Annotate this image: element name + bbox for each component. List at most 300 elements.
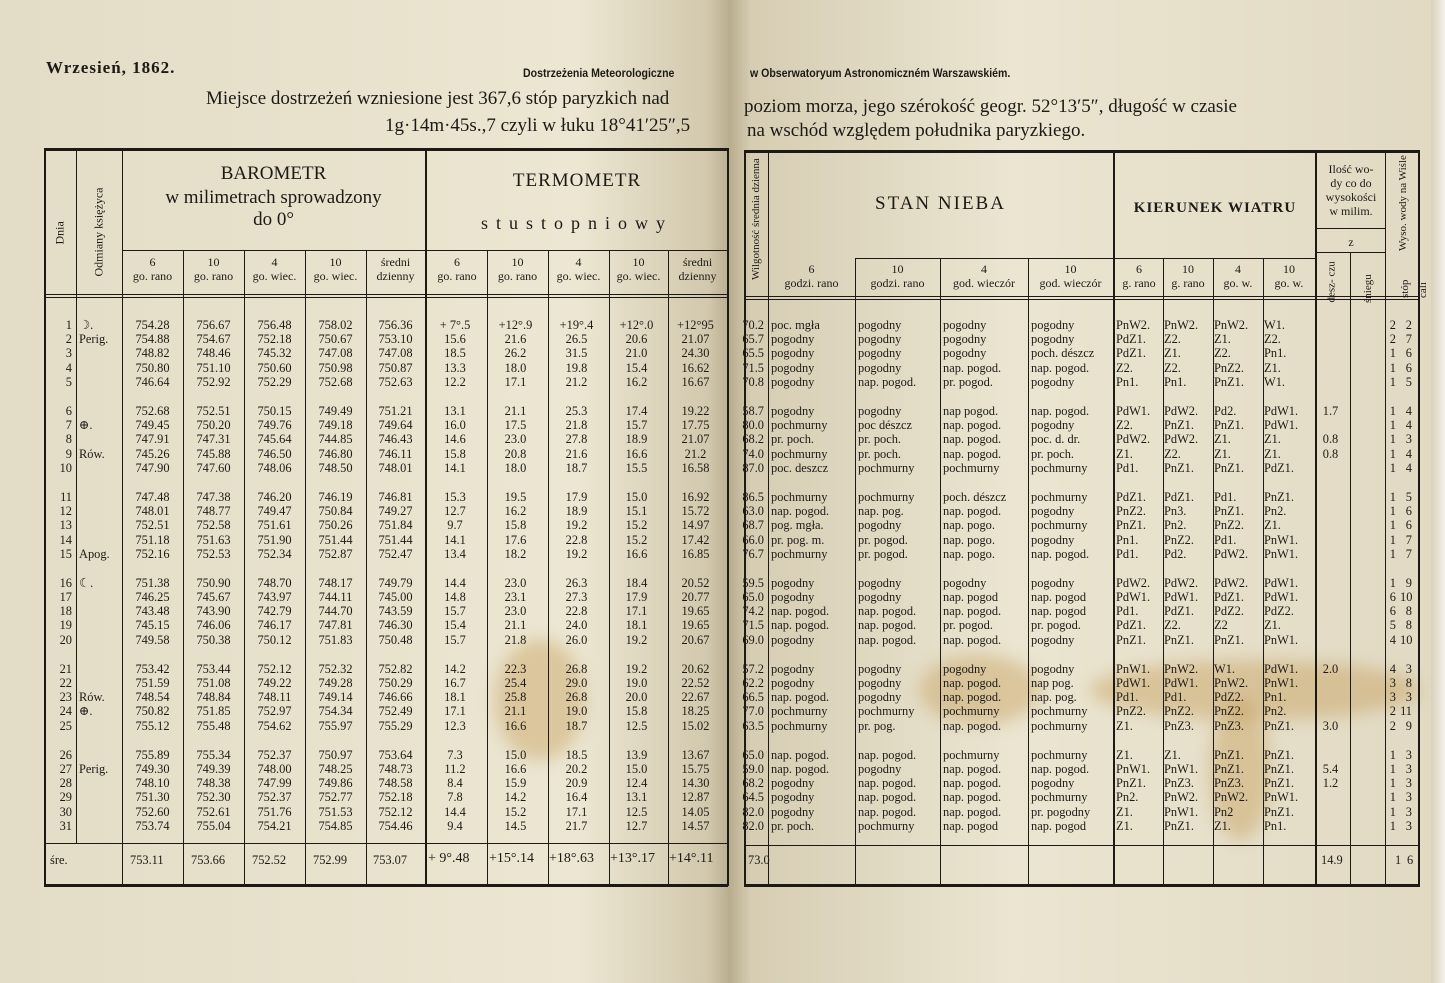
sky-state: pochmurny xyxy=(1031,518,1088,533)
spacer-cell xyxy=(1261,561,1313,576)
spacer-cell xyxy=(855,733,940,748)
moon-phase xyxy=(76,404,122,418)
sky-state: pogodny xyxy=(1031,374,1075,389)
temperature-value: 12.4 xyxy=(625,776,648,791)
river-feet: 1 xyxy=(1389,546,1396,561)
left-data-table xyxy=(46,318,725,833)
moon-phase xyxy=(76,604,122,618)
table-row xyxy=(740,418,1416,432)
barometer-value: 750.12 xyxy=(257,632,292,647)
temperature-value: 9.7 xyxy=(447,518,463,533)
humidity-value: 66.0 xyxy=(742,532,764,547)
barometer-value: 750.97 xyxy=(318,747,353,762)
wind-direction: PnZ1. xyxy=(1164,460,1194,475)
temperature-value: 21.1 xyxy=(504,618,527,633)
barometer-value: 748.58 xyxy=(378,776,413,791)
group-spacer xyxy=(46,561,725,576)
barometr-period: dzienny xyxy=(376,269,415,283)
table-row xyxy=(740,490,1416,504)
day-number: 10 xyxy=(59,460,72,475)
spacer-cell xyxy=(305,561,366,576)
temperature-value: 18.2 xyxy=(504,546,527,561)
sky-state: nap. pogod. xyxy=(943,804,1002,819)
sniegu-label: śniegu xyxy=(1362,274,1374,303)
sky-state: pr. pog. m. xyxy=(771,532,825,547)
spacer-cell xyxy=(768,733,855,748)
barometer-value: 747.48 xyxy=(135,489,170,504)
temperature-value: 16.58 xyxy=(681,460,710,475)
table-row xyxy=(46,762,725,776)
wind-direction: Pn2. xyxy=(1264,504,1287,519)
temperature-value: 14.05 xyxy=(681,804,710,819)
wind-direction: Pn2. xyxy=(1116,790,1139,805)
day-number: 5 xyxy=(65,374,72,389)
river-feet: 1 xyxy=(1389,575,1396,590)
wind-direction: Z2. xyxy=(1264,332,1281,347)
wind-direction: Pn3. xyxy=(1164,504,1187,519)
barometer-value: 752.97 xyxy=(257,704,292,719)
temperature-value: 20.52 xyxy=(681,575,710,590)
day-number: 6 xyxy=(65,404,72,419)
humidity-value: 68.2 xyxy=(742,432,764,447)
day-number: 9 xyxy=(65,446,72,461)
stan-nieba-hour: 10 xyxy=(891,262,904,276)
barometer-value: 749.49 xyxy=(318,404,353,419)
table-row xyxy=(46,404,725,418)
temperature-value: 20.2 xyxy=(565,761,588,776)
temperature-value: 16.85 xyxy=(681,546,710,561)
temperature-value: 22.8 xyxy=(565,532,588,547)
spacer-cell xyxy=(768,561,855,576)
barometer-value: 751.44 xyxy=(378,532,413,547)
spacer-cell xyxy=(485,647,546,662)
river-feet: 1 xyxy=(1389,432,1396,447)
rain-value xyxy=(1313,790,1348,804)
wind-direction: Pn1. xyxy=(1264,818,1287,833)
barometer-value: 748.11 xyxy=(257,690,292,705)
rain-value xyxy=(1313,704,1348,718)
wind-direction: PdW2. xyxy=(1214,575,1249,590)
location-line-1-right: poziom morza, jego szérokość geogr. 52°13′5″, długość w czasie xyxy=(744,96,1237,117)
snow-value xyxy=(1348,404,1383,418)
barometer-value: 749.76 xyxy=(257,418,292,433)
snow-value xyxy=(1348,604,1383,618)
day-number: 25 xyxy=(59,718,72,733)
cali-label: cali xyxy=(1417,282,1429,298)
river-feet: 1 xyxy=(1389,418,1396,433)
barometer-value: 752.30 xyxy=(196,790,231,805)
spacer-cell xyxy=(425,389,485,404)
temperature-value: 16.67 xyxy=(681,374,710,389)
sky-state: pogodny xyxy=(771,632,815,647)
table-row xyxy=(740,504,1416,518)
temperature-value: 15.7 xyxy=(444,604,466,619)
temperature-value: 11.2 xyxy=(444,761,466,776)
spacer-cell xyxy=(1348,389,1383,404)
table-row xyxy=(46,604,725,618)
humidity-value: 82.0 xyxy=(742,818,764,833)
temperature-value: 15.6 xyxy=(444,332,466,347)
sky-state: nap. pogo. xyxy=(943,518,995,533)
temperature-value: 21.1 xyxy=(504,704,527,719)
snow-value xyxy=(1348,676,1383,690)
moon-phase xyxy=(76,719,122,733)
temperature-value: 14.5 xyxy=(504,818,527,833)
temperature-value: 18.5 xyxy=(444,346,466,361)
wind-direction: PnW2. xyxy=(1164,790,1199,805)
barometer-value: 749.45 xyxy=(135,418,170,433)
wind-direction: PdW1. xyxy=(1264,661,1299,676)
moon-phase xyxy=(76,804,122,818)
temperature-value: 15.0 xyxy=(625,489,648,504)
barometer-value: 752.16 xyxy=(135,546,170,561)
temperature-value: 22.67 xyxy=(681,690,710,705)
sky-state: pochmurny xyxy=(943,704,1000,719)
temperature-value: 26.3 xyxy=(565,575,588,590)
river-feet: 2 xyxy=(1389,718,1396,733)
spacer-cell xyxy=(1161,733,1211,748)
spacer-cell xyxy=(1113,561,1161,576)
temperature-value: 18.0 xyxy=(504,360,527,375)
barometer-value: 745.15 xyxy=(135,618,170,633)
spacer-cell xyxy=(607,733,666,748)
temperature-value: 15.0 xyxy=(504,747,527,762)
barometer-value: 751.76 xyxy=(257,804,292,819)
barometer-value: 745.00 xyxy=(378,590,413,605)
kierunek-period: g. rano xyxy=(1122,276,1156,290)
barometer-value: 749.58 xyxy=(135,632,170,647)
sky-state: pogodny xyxy=(858,761,902,776)
river-inches: 6 xyxy=(1405,346,1412,361)
barometer-value: 752.82 xyxy=(378,661,413,676)
spacer-cell xyxy=(1383,733,1400,748)
temperature-value: 15.0 xyxy=(625,761,648,776)
wind-direction: Z2. xyxy=(1164,618,1181,633)
barometer-value: 750.80 xyxy=(135,360,170,375)
rain-value xyxy=(1313,590,1348,604)
barometer-value: 752.61 xyxy=(196,804,231,819)
temperature-value: 17.9 xyxy=(565,489,588,504)
wind-direction: PdW2. xyxy=(1116,432,1151,447)
sky-state: pogodny xyxy=(1031,332,1075,347)
table-row xyxy=(740,662,1416,676)
temperature-value: 20.0 xyxy=(625,690,648,705)
sky-state: nap. pogod. xyxy=(771,504,830,519)
wind-direction: PnZ3. xyxy=(1214,718,1244,733)
sky-state: pogodny xyxy=(858,360,902,375)
temperature-value: 18.25 xyxy=(681,704,710,719)
barometer-value: 746.64 xyxy=(135,374,170,389)
termometr-title: TERMOMETR xyxy=(512,170,642,191)
spacer-cell xyxy=(1211,389,1261,404)
spacer-cell xyxy=(546,475,607,490)
rain-value: 1.7 xyxy=(1322,404,1339,419)
wind-direction: PnW2. xyxy=(1164,318,1199,333)
day-number: 28 xyxy=(59,776,72,791)
river-inches: 3 xyxy=(1405,804,1412,819)
spacer-cell xyxy=(1161,647,1211,662)
wind-direction: PdW2. xyxy=(1214,546,1249,561)
barometer-value: 758.02 xyxy=(318,318,353,333)
temperature-value: 15.4 xyxy=(444,618,466,633)
barometer-value: 753.74 xyxy=(135,818,170,833)
barometer-value: 746.81 xyxy=(378,489,413,504)
table-row xyxy=(740,762,1416,776)
barometer-value: 743.97 xyxy=(257,590,292,605)
day-number: 16 xyxy=(59,575,72,590)
day-number: 4 xyxy=(65,360,72,375)
sky-state: pogodny xyxy=(943,346,987,361)
table-row xyxy=(740,790,1416,804)
spacer-cell xyxy=(855,389,940,404)
temperature-value: 26.8 xyxy=(565,690,588,705)
column-header-rule xyxy=(855,258,1315,259)
sky-state: pogodny xyxy=(1031,504,1075,519)
wind-direction: PnZ2. xyxy=(1214,704,1244,719)
barometr-hour: średni xyxy=(380,255,411,269)
spacer-cell xyxy=(46,561,76,576)
temperature-value: 14.8 xyxy=(444,590,466,605)
summary-b10: 753.66 xyxy=(191,853,226,867)
sky-state: pogodny xyxy=(943,332,987,347)
wind-direction: PnZ1. xyxy=(1214,747,1244,762)
table-row xyxy=(46,518,725,532)
wind-direction: Z1. xyxy=(1214,818,1231,833)
moon-phase: Rów. xyxy=(79,690,105,705)
temperature-value: 12.87 xyxy=(681,790,710,805)
sky-state: nap. pogod. xyxy=(1031,761,1090,776)
barometer-value: 746.30 xyxy=(378,618,413,633)
barometer-value: 748.01 xyxy=(378,460,413,475)
wind-direction: PnZ1. xyxy=(1264,776,1294,791)
spacer-cell xyxy=(425,561,485,576)
barometer-value: 752.37 xyxy=(257,747,292,762)
barometer-value: 750.84 xyxy=(318,504,353,519)
temperature-value: 9.4 xyxy=(447,818,463,833)
temperature-value: 13.9 xyxy=(625,747,648,762)
river-feet: 1 xyxy=(1389,790,1396,805)
snow-value xyxy=(1348,447,1383,461)
barometer-value: 751.21 xyxy=(378,404,413,419)
wind-direction: PdW2. xyxy=(1116,575,1151,590)
table-row xyxy=(46,790,725,804)
temperature-value: 29.0 xyxy=(565,676,588,691)
spacer-cell xyxy=(666,647,725,662)
wind-direction: Pn1. xyxy=(1116,532,1139,547)
summary-t10: +15°.14 xyxy=(489,851,534,866)
temperature-value: 20.8 xyxy=(504,446,527,461)
sky-state: nap pogod. xyxy=(943,404,999,419)
ilosc-label-4: w milim. xyxy=(1329,204,1373,218)
snow-value xyxy=(1348,762,1383,776)
day-number: 20 xyxy=(59,632,72,647)
moon-phase: Apog. xyxy=(79,546,110,561)
river-feet: 2 xyxy=(1389,318,1396,333)
stan-nieba-period: god. wieczór xyxy=(1039,276,1102,290)
wilgotnosc-label: Wilgotność średnia dzienna xyxy=(750,158,762,280)
sky-state: nap. pog. xyxy=(858,504,904,519)
barometer-value: 751.08 xyxy=(196,676,231,691)
temperature-value: 19.0 xyxy=(625,676,648,691)
table-row xyxy=(46,618,725,632)
sky-state: pr. poch. xyxy=(771,818,815,833)
table-row xyxy=(740,748,1416,762)
table-bottom-rule xyxy=(744,884,1420,887)
barometer-value: 752.12 xyxy=(257,661,292,676)
temperature-value: 21.07 xyxy=(681,332,710,347)
title-left: Dostrzeżenia Meteorologiczne xyxy=(523,66,675,80)
sky-state: poch. dészcz xyxy=(943,489,1007,504)
spacer-cell xyxy=(666,475,725,490)
spacer-cell xyxy=(607,561,666,576)
sky-state: pr. poch. xyxy=(771,432,815,447)
temperature-value: +12°.9 xyxy=(498,318,533,333)
sky-state: pogodny xyxy=(771,661,815,676)
temperature-value: 14.6 xyxy=(444,432,466,447)
day-number: 12 xyxy=(59,504,72,519)
spacer-cell xyxy=(46,733,76,748)
snow-value xyxy=(1348,490,1383,504)
sky-state: pogodny xyxy=(1031,632,1075,647)
humidity-value: 59.0 xyxy=(742,761,764,776)
temperature-value: 7.3 xyxy=(447,747,463,762)
humidity-value: 69.0 xyxy=(742,632,764,647)
sky-state: nap. pogod. xyxy=(858,747,917,762)
barometer-value: 749.18 xyxy=(318,418,353,433)
moon-phase xyxy=(76,532,122,546)
barometer-value: 748.25 xyxy=(318,761,353,776)
rain-value xyxy=(1313,418,1348,432)
spacer-cell xyxy=(607,475,666,490)
temperature-value: 16.2 xyxy=(625,374,648,389)
summary-t4: +18°.63 xyxy=(549,851,594,866)
sky-state: pogodny xyxy=(1031,776,1075,791)
wind-direction: PdW2. xyxy=(1164,404,1199,419)
barometer-value: 746.20 xyxy=(257,489,292,504)
river-inches: 3 xyxy=(1405,747,1412,762)
sky-state: pogodny xyxy=(771,676,815,691)
spacer-cell xyxy=(76,475,122,490)
rain-value xyxy=(1313,748,1348,762)
spacer-cell xyxy=(366,733,425,748)
temperature-value: 18.5 xyxy=(565,747,588,762)
day-number: 1 xyxy=(65,318,72,333)
wind-direction: PdZ1. xyxy=(1116,489,1146,504)
sky-state: pogodny xyxy=(1031,661,1075,676)
sky-state: pochmurny xyxy=(1031,790,1088,805)
sky-state: pochmurny xyxy=(858,704,915,719)
stan-nieba-title: STAN NIEBA xyxy=(875,193,1006,214)
temperature-value: 23.0 xyxy=(504,432,527,447)
barometer-value: 751.84 xyxy=(378,518,413,533)
spacer-cell xyxy=(546,647,607,662)
river-feet: 3 xyxy=(1389,690,1396,705)
sky-state: pogodny xyxy=(858,346,902,361)
temperature-value: 14.1 xyxy=(444,460,466,475)
sky-state: pogodny xyxy=(771,590,815,605)
river-inches: 7 xyxy=(1405,532,1412,547)
day-number: 22 xyxy=(59,676,72,691)
temperature-value: 12.7 xyxy=(444,504,466,519)
wind-direction: Pn2. xyxy=(1164,518,1187,533)
snow-value xyxy=(1348,819,1383,833)
sky-state: nap. pogod. xyxy=(1031,546,1090,561)
temperature-value: 19.5 xyxy=(504,489,527,504)
barometer-value: 752.87 xyxy=(318,546,353,561)
barometer-value: 747.81 xyxy=(318,618,353,633)
temperature-value: 14.1 xyxy=(444,532,466,547)
sky-state: pochmurny xyxy=(943,747,1000,762)
table-row xyxy=(740,618,1416,632)
temperature-value: 21.7 xyxy=(565,818,588,833)
sky-state: poc dészcz xyxy=(858,418,913,433)
header-bottom-rule xyxy=(44,297,728,298)
temperature-value: 14.30 xyxy=(681,776,710,791)
wind-direction: Pd1. xyxy=(1214,532,1237,547)
barometr-period: go. rano xyxy=(132,269,173,283)
sky-state: pochmurny xyxy=(771,546,828,561)
termometr-period: go. rano xyxy=(497,269,538,283)
barometer-value: 751.53 xyxy=(318,804,353,819)
temperature-value: +19°.4 xyxy=(559,318,594,333)
river-feet: 1 xyxy=(1389,518,1396,533)
barometer-value: 756.36 xyxy=(378,318,413,333)
barometer-value: 748.50 xyxy=(318,460,353,475)
temperature-value: 17.1 xyxy=(444,704,466,719)
table-row xyxy=(46,461,725,475)
humidity-value: 70.2 xyxy=(742,318,764,333)
stan-nieba-period: god. wieczór xyxy=(953,276,1015,290)
wind-direction: PnZ2. xyxy=(1164,532,1194,547)
table-row xyxy=(740,361,1416,375)
barometer-value: 752.63 xyxy=(378,374,413,389)
table-row xyxy=(46,704,725,718)
river-feet: 1 xyxy=(1389,532,1396,547)
wind-direction: PnZ3. xyxy=(1164,718,1194,733)
spacer-cell xyxy=(740,647,768,662)
barometer-value: 749.28 xyxy=(318,676,353,691)
odmiany-label: Odmiany księżyca xyxy=(91,187,106,277)
spacer-cell xyxy=(366,475,425,490)
temperature-value: 24.30 xyxy=(681,346,710,361)
summary-tmean: +14°.11 xyxy=(669,851,714,866)
group-spacer xyxy=(46,389,725,404)
table-row xyxy=(46,447,725,461)
barometer-value: 754.34 xyxy=(318,704,353,719)
temperature-value: 15.1 xyxy=(625,504,648,519)
temperature-value: 19.2 xyxy=(625,661,648,676)
stan-nieba-period: godzi. rano xyxy=(784,276,839,290)
sky-state: nap. pogod. xyxy=(771,747,830,762)
barometer-value: 746.11 xyxy=(378,446,413,461)
barometer-value: 751.18 xyxy=(135,532,170,547)
temperature-value: 16.6 xyxy=(504,718,527,733)
wind-direction: PdZ1. xyxy=(1264,460,1294,475)
barometer-value: 747.31 xyxy=(196,432,231,447)
barometer-value: 743.90 xyxy=(196,604,231,619)
right-data-table xyxy=(740,318,1416,833)
spacer-cell xyxy=(607,647,666,662)
humidity-value: 64.5 xyxy=(742,790,764,805)
sky-state: pochmurny xyxy=(771,489,828,504)
barometer-value: 746.25 xyxy=(135,590,170,605)
sky-state: nap. pogod. xyxy=(771,761,830,776)
table-row xyxy=(46,361,725,375)
barometer-value: 750.15 xyxy=(257,404,292,419)
barometer-value: 748.70 xyxy=(257,575,292,590)
wind-direction: W1. xyxy=(1264,318,1285,333)
temperature-value: 19.2 xyxy=(565,518,588,533)
